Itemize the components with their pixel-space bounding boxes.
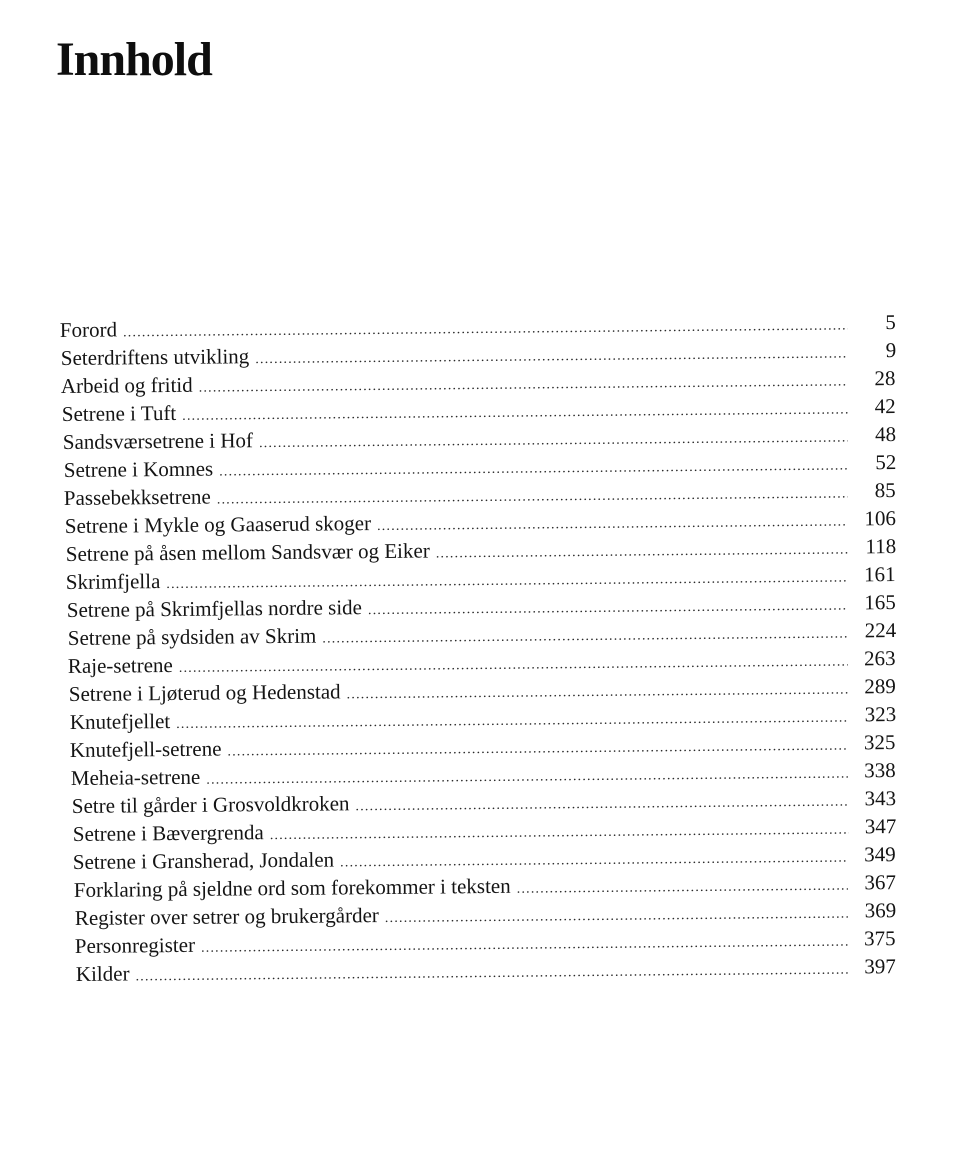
toc-entry-title: Setrene i Ljøterud og Hedenstad <box>68 679 341 707</box>
toc-entry-title: Arbeid og fritid <box>61 372 194 399</box>
toc-entry-page-number: 118 <box>864 534 896 559</box>
toc-entry-title: Setrene på Skrimfjellas nordre side <box>66 595 363 623</box>
toc-entry-page-number: 375 <box>864 926 896 951</box>
toc-entry-title: Setrene på sydsiden av Skrim <box>67 623 317 651</box>
toc-entry-page-number: 325 <box>864 730 896 755</box>
toc-entry-page-number: 369 <box>864 898 896 923</box>
toc-entry-page-number: 28 <box>874 365 896 391</box>
toc-entry-title: Skrimfjella <box>66 569 161 595</box>
page-title: Innhold <box>56 33 212 86</box>
toc-entry-page-number: 289 <box>864 674 896 699</box>
toc-entry-page-number: 161 <box>864 562 896 587</box>
toc-entry-title: Setre til gårder i Grosvoldkroken <box>71 791 350 819</box>
toc-entry-page-number: 5 <box>885 309 896 335</box>
toc-entry-title: Setrene i Tuft <box>61 400 177 427</box>
toc-entry-page-number: 106 <box>864 506 896 531</box>
toc-entry-page-number: 52 <box>874 450 896 475</box>
toc-entry-page-number: 9 <box>885 337 896 363</box>
toc-entry-title: Setrene i Mykle og Gaaserud skoger <box>64 511 372 539</box>
toc-entry-title: Raje-setrene <box>68 652 174 679</box>
toc-entry-title: Kilder <box>75 961 130 987</box>
toc-entry-page-number: 48 <box>874 422 896 447</box>
toc-entry-title: Knutefjell-setrene <box>70 736 222 763</box>
dot-leader <box>135 957 848 992</box>
toc-entry-title: Personregister <box>75 932 196 959</box>
toc-entry-page-number: 165 <box>864 590 896 615</box>
toc-entry-title: Forklaring på sjeldne ord som forekommer i teksten <box>73 873 511 903</box>
toc-entry-page-number: 347 <box>864 814 896 839</box>
toc-entry-title: Meheia-setrene <box>70 764 201 791</box>
toc-entry-page-number: 224 <box>864 618 896 643</box>
toc-entry-title: Setrene på åsen mellom Sandsvær og Eiker <box>65 538 430 567</box>
toc-entry-page-number: 263 <box>864 646 896 671</box>
toc-entry-page-number: 397 <box>864 954 896 979</box>
toc-entry-page-number: 349 <box>864 842 896 867</box>
toc-entry-title: Setrene i Bævergrenda <box>72 820 264 847</box>
toc-entry-page-number: 323 <box>864 702 896 727</box>
toc-entry-page-number: 85 <box>874 478 896 503</box>
toc-entry-page-number: 42 <box>874 393 896 419</box>
toc-entry-title: Setrene i Komnes <box>63 456 213 483</box>
toc-entry-title: Knutefjellet <box>69 709 170 735</box>
toc-entry-page-number: 338 <box>864 758 896 783</box>
toc-entry-title: Seterdriftens utvikling <box>60 344 250 371</box>
toc-entry-title: Setrene i Gransherad, Jondalen <box>72 847 335 875</box>
toc-entry-title: Passebekksetrene <box>63 484 212 511</box>
toc-entry-page-number: 367 <box>864 870 896 895</box>
toc-entry-page-number: 343 <box>864 786 896 811</box>
toc-entry-title: Sandsværsetrene i Hof <box>62 428 253 455</box>
toc-entry-title: Register over setrer og brukergårder <box>74 903 379 931</box>
toc-entry-title: Forord <box>59 317 118 343</box>
